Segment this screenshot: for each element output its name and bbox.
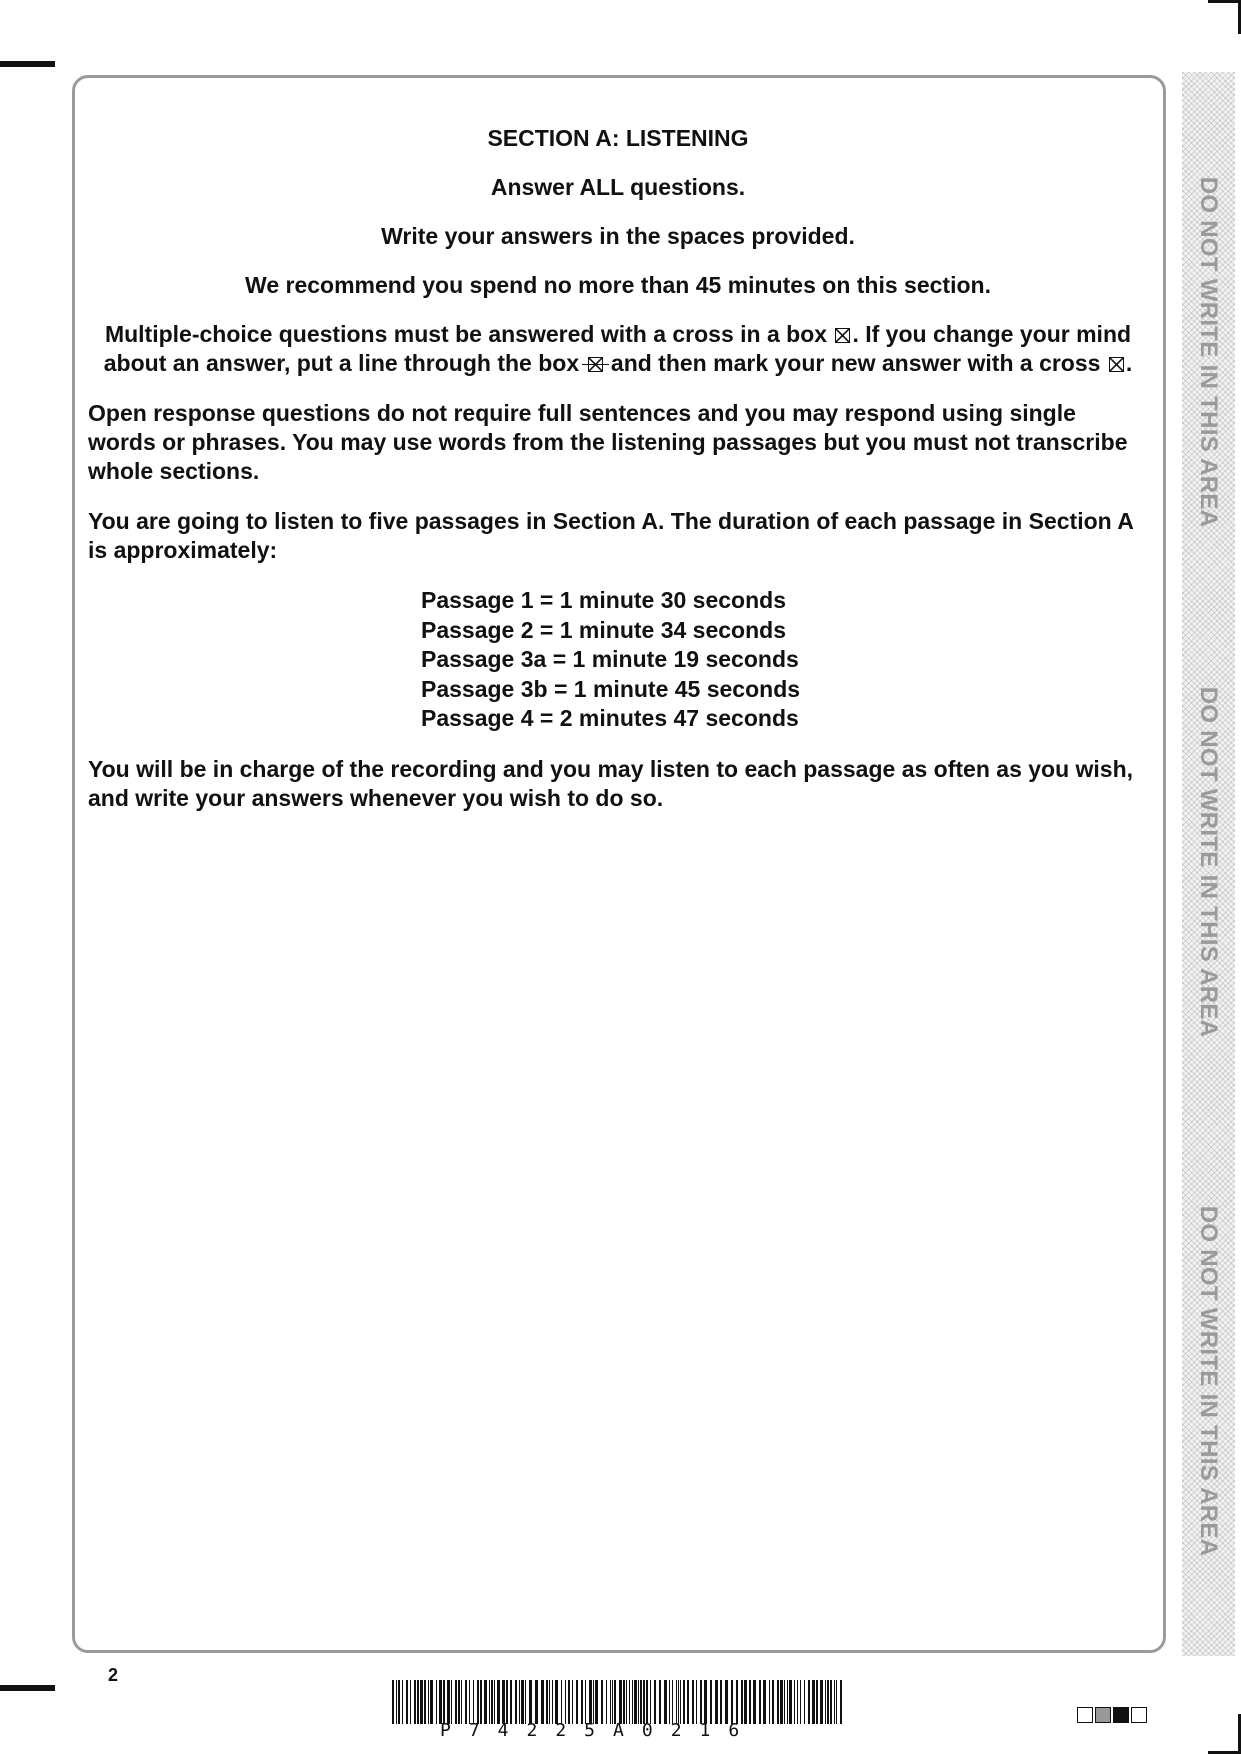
passage-duration: Passage 2 = 1 minute 34 seconds <box>421 616 786 643</box>
mc-text-4: . <box>1125 350 1133 376</box>
marker-square-grey <box>1095 1707 1111 1723</box>
margin-warning: DO NOT WRITE IN THIS AREA <box>1195 176 1222 528</box>
instructions <box>88 124 1148 813</box>
five-passages-instruction: You are going to listen to five passages in Section A. The duration of each passage in Section A is approximately: <box>88 508 1133 563</box>
passage-durations <box>421 586 801 734</box>
crossed-box-icon <box>835 328 850 343</box>
open-response-instruction: Open response questions do not require full sentences and you may respond using single words or phrases. You may use words from the listening passages but you must not transcribe whole sections. <box>88 400 1128 484</box>
struck-through-box-icon <box>586 349 605 378</box>
print-marker-squares <box>1077 1707 1147 1723</box>
marker-square-black <box>1113 1707 1129 1723</box>
write-answers-instruction: Write your answers in the spaces provided. <box>381 223 855 249</box>
answer-all-instruction: Answer ALL questions. <box>490 174 746 200</box>
barcode-text: P74225A0216 <box>440 1720 758 1741</box>
mc-text-1: Multiple-choice questions must be answered with a cross in a box <box>104 321 828 347</box>
passage-duration: Passage 1 = 1 minute 30 seconds <box>421 587 786 613</box>
registration-mark-bottom-left <box>0 1685 55 1691</box>
barcode <box>392 1680 846 1741</box>
section-heading: SECTION A: LISTENING <box>487 125 749 151</box>
marker-square-white <box>1131 1707 1147 1723</box>
margin-warning: DO NOT WRITE IN THIS AREA <box>1195 1205 1222 1557</box>
marker-square-white <box>1077 1707 1093 1723</box>
time-recommendation: We recommend you spend no more than 45 minutes on this section. <box>245 272 991 298</box>
crop-mark-top-right-horizontal <box>1208 0 1241 3</box>
passage-duration: Passage 3a = 1 minute 19 seconds <box>421 646 799 672</box>
mc-text-3: and then mark your new answer with a cross <box>610 350 1101 376</box>
recording-instruction: You will be in charge of the recording and you may listen to each passage as often as you wish, and write your answers whenever you wish to do so. <box>88 755 1134 811</box>
registration-mark-top-left <box>0 61 55 67</box>
passage-duration: Passage 4 = 2 minutes 47 seconds <box>421 705 799 731</box>
barcode-bars <box>392 1680 846 1724</box>
page-number: 2 <box>108 1665 119 1685</box>
passage-duration: Passage 3b = 1 minute 45 seconds <box>421 675 801 702</box>
multiple-choice-instruction <box>88 320 1148 378</box>
crossed-box-icon <box>1109 357 1124 372</box>
mc-text-2: . If you change your mind about an answer, put a line through the box <box>103 321 1132 376</box>
margin-warning: DO NOT WRITE IN THIS AREA <box>1195 686 1222 1038</box>
